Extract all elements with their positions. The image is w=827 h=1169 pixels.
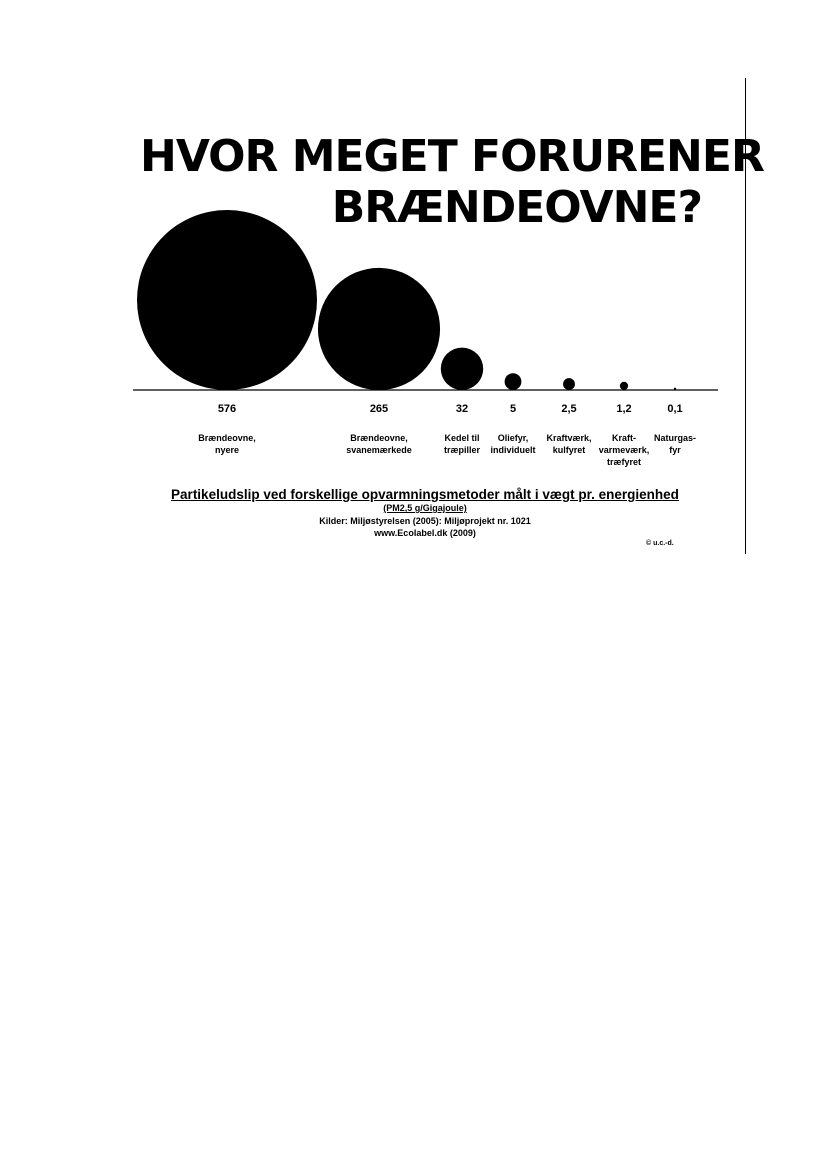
bubble-3: [441, 348, 483, 390]
bubble-6: [620, 382, 628, 390]
category-label-5: Kraftværk, kulfyret: [546, 433, 592, 455]
category-label-3: Kedel til træpiller: [443, 433, 481, 455]
value-label-1: 576: [217, 403, 237, 415]
category-label-7: Naturgas-fyr: [653, 433, 697, 455]
category-label-2: Brændeovne, svanemærkede: [346, 433, 412, 455]
value-label-2: 265: [369, 403, 389, 415]
category-label-6: Kraft-varmeværk, træfyret: [598, 433, 650, 467]
bubble-4: [505, 373, 522, 390]
value-label-6: 1,2: [616, 403, 632, 415]
chart-caption: Partikeludslip ved forskellige opvarmningsmetoder målt i vægt pr. energienhed: [171, 487, 679, 502]
bubble-1: [137, 210, 317, 390]
unit-label: (PM2,5 g/Gigajoule): [383, 503, 467, 513]
value-label-4: 5: [509, 403, 517, 415]
copyright-notice: © u.c.-d.: [646, 540, 674, 547]
category-label-4: Oliefyr, individuelt: [490, 433, 536, 455]
value-label-3: 32: [455, 403, 469, 415]
category-label-1: Brændeovne, nyere: [198, 433, 256, 455]
bubble-7: [674, 388, 676, 390]
bubble-chart: [0, 0, 827, 560]
chart-title-line-2: BRÆNDEOVNE?: [331, 182, 702, 233]
source-website: www.Ecolabel.dk (2009): [374, 528, 476, 538]
bubble-2: [318, 268, 440, 390]
bubble-5: [563, 378, 575, 390]
chart-title-line-1: HVOR MEGET FORURENER: [140, 131, 764, 182]
source-line: Kilder: Miljøstyrelsen (2005): Miljøprojekt nr. 1021: [319, 516, 531, 526]
value-label-5: 2,5: [561, 403, 577, 415]
value-label-7: 0,1: [667, 403, 683, 415]
